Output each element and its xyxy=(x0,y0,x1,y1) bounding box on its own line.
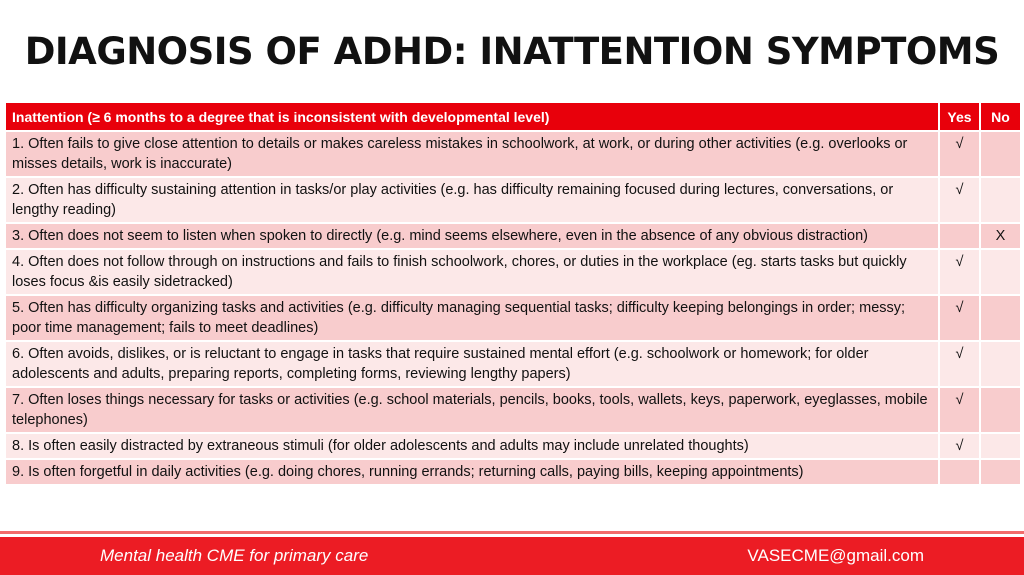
yes-mark: √ xyxy=(939,249,980,295)
footer-divider xyxy=(0,531,1024,534)
yes-mark: √ xyxy=(939,131,980,177)
yes-mark: √ xyxy=(939,177,980,223)
header-yes: Yes xyxy=(939,102,980,131)
table-row xyxy=(5,249,1021,295)
table-row xyxy=(5,341,1021,387)
symptom-text: 6. Often avoids, dislikes, or is reluctant to engage in tasks that require sustained mental effort (e.g. schoolwork or homework; for older adolescents and adults, preparing reports, completing forms, reviewing lengthy papers) xyxy=(5,341,939,387)
header-no: No xyxy=(980,102,1021,131)
footer-email: VASECME@gmail.com xyxy=(747,546,924,565)
table-row xyxy=(5,131,1021,177)
no-mark xyxy=(980,459,1021,485)
symptom-text: 1. Often fails to give close attention to details or makes careless mistakes in schoolwork, at work, or during other activities (e.g. overlooks or misses details, work is inaccurate) xyxy=(5,131,939,177)
no-mark xyxy=(980,433,1021,459)
no-mark xyxy=(980,295,1021,341)
table-header-row xyxy=(5,102,1021,131)
symptom-text: 9. Is often forgetful in daily activities (e.g. doing chores, running errands; returning calls, paying bills, keeping appointments) xyxy=(5,459,939,485)
yes-mark: √ xyxy=(939,387,980,433)
table-row xyxy=(5,177,1021,223)
header-inattention: Inattention (≥ 6 months to a degree that is inconsistent with developmental level) xyxy=(5,102,939,131)
no-mark xyxy=(980,341,1021,387)
symptom-text: 4. Often does not follow through on instructions and fails to finish schoolwork, chores, or duties in the workplace (eg. starts tasks but quickly loses focus &is easily sidetracked) xyxy=(5,249,939,295)
symptom-text: 2. Often has difficulty sustaining attention in tasks/or play activities (e.g. has difficulty remaining focused during lectures, conversations, or lengthy reading) xyxy=(5,177,939,223)
no-mark xyxy=(980,387,1021,433)
symptoms-table xyxy=(4,101,1022,486)
footer-tagline: Mental health CME for primary care xyxy=(100,546,369,565)
page-title: DIAGNOSIS OF ADHD: INATTENTION SYMPTOMS xyxy=(24,30,1000,73)
no-mark xyxy=(980,177,1021,223)
yes-mark xyxy=(939,459,980,485)
table-row xyxy=(5,433,1021,459)
table-row xyxy=(5,387,1021,433)
table-row xyxy=(5,459,1021,485)
no-mark xyxy=(980,249,1021,295)
symptom-text: 8. Is often easily distracted by extraneous stimuli (for older adolescents and adults may include unrelated thoughts) xyxy=(5,433,939,459)
yes-mark: √ xyxy=(939,295,980,341)
no-mark: X xyxy=(980,223,1021,249)
footer-bar xyxy=(0,537,1024,575)
symptom-text: 7. Often loses things necessary for tasks or activities (e.g. school materials, pencils, books, tools, wallets, keys, paperwork, eyeglasses, mobile telephones) xyxy=(5,387,939,433)
table-row xyxy=(5,223,1021,249)
yes-mark xyxy=(939,223,980,249)
yes-mark: √ xyxy=(939,341,980,387)
yes-mark: √ xyxy=(939,433,980,459)
symptom-text: 5. Often has difficulty organizing tasks and activities (e.g. difficulty managing sequential tasks; difficulty keeping belongings in order; messy; poor time management; fails to meet deadlines) xyxy=(5,295,939,341)
table-row xyxy=(5,295,1021,341)
symptom-text: 3. Often does not seem to listen when spoken to directly (e.g. mind seems elsewhere, even in the absence of any obvious distraction) xyxy=(5,223,939,249)
no-mark xyxy=(980,131,1021,177)
